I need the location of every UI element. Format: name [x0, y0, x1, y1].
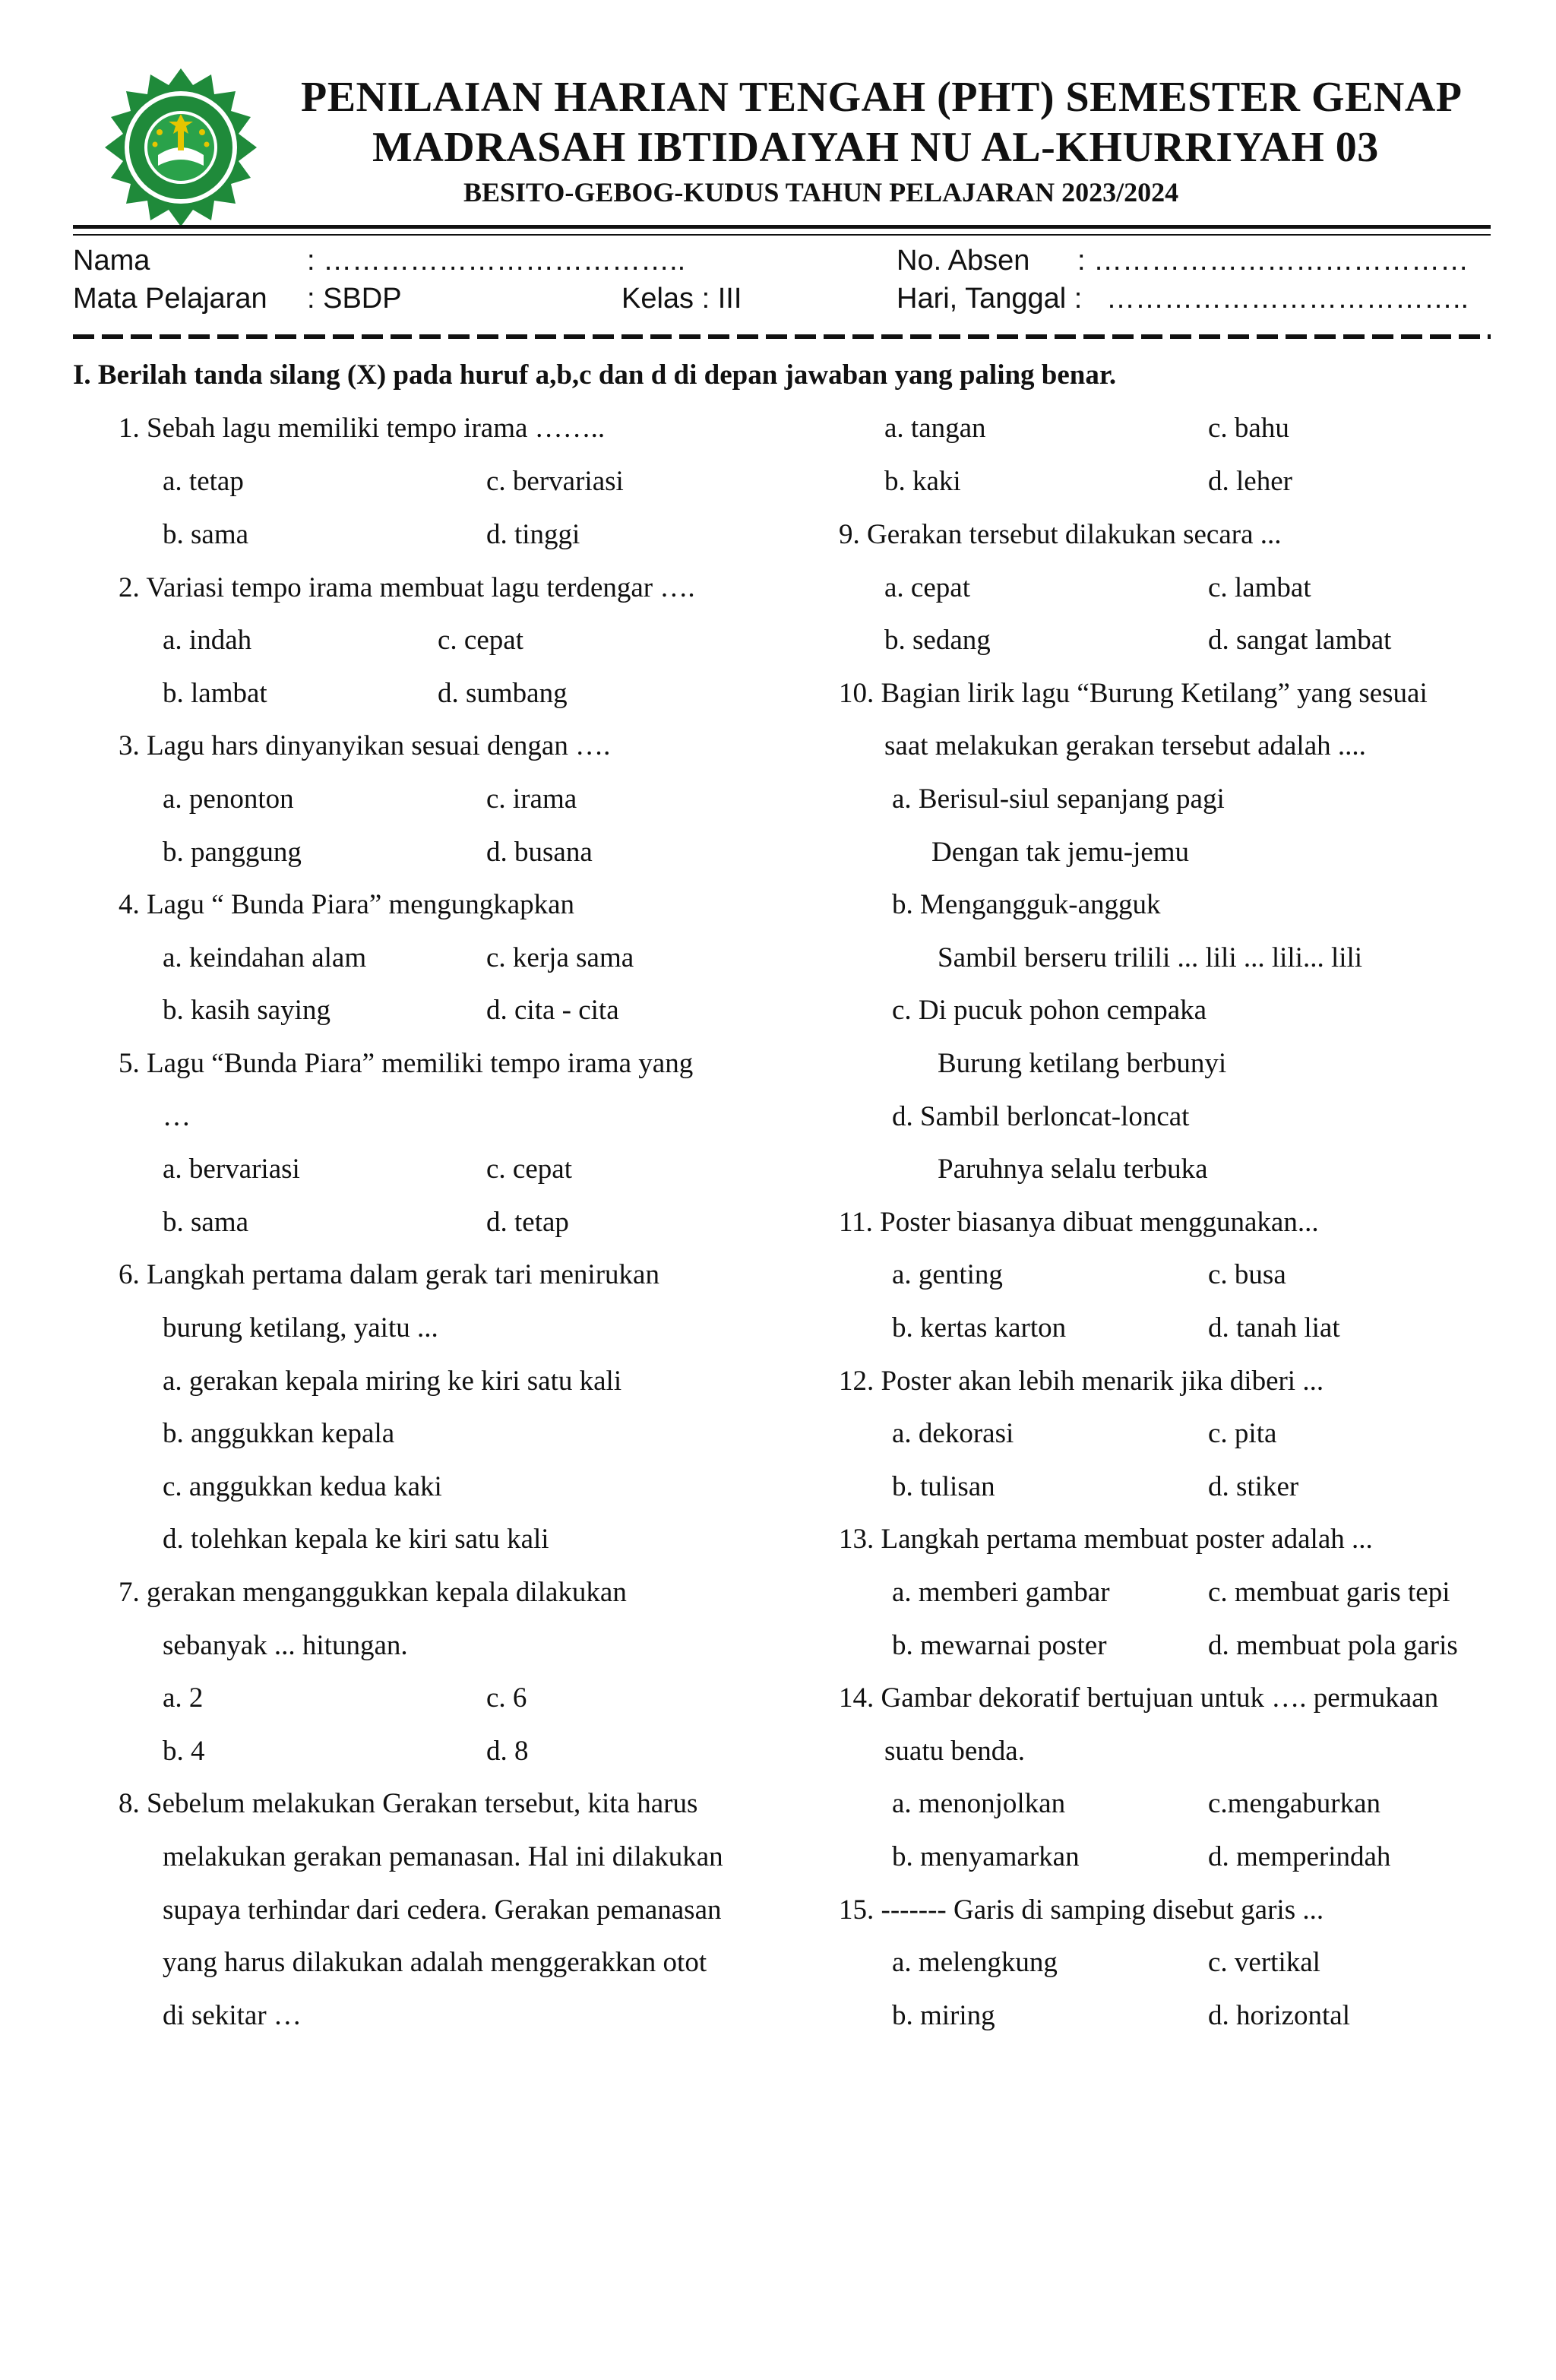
q7-option-c[interactable]: c. 6	[486, 1682, 527, 1714]
q15-option-d[interactable]: d. horizontal	[1208, 2000, 1351, 2031]
hari-label: Hari, Tanggal :	[897, 283, 1083, 315]
question-11: 11. Poster biasanya dibuat menggunakan...	[839, 1207, 1319, 1238]
question-14: 14. Gambar dekoratif bertujuan untuk …. permukaan	[839, 1682, 1439, 1714]
question-6-cont: burung ketilang, yaitu ...	[163, 1312, 438, 1343]
q9-option-a[interactable]: a. cepat	[884, 572, 970, 603]
question-8-line2: melakukan gerakan pemanasan. Hal ini dilakukan	[163, 1841, 723, 1872]
question-2: 2. Variasi tempo irama membuat lagu terdengar ….	[119, 572, 695, 603]
q11-option-c[interactable]: c. busa	[1208, 1259, 1286, 1290]
q8-option-b[interactable]: b. kaki	[884, 466, 961, 497]
dashed-separator	[73, 334, 1491, 339]
mapel-label: Mata Pelajaran	[73, 283, 267, 315]
nama-field[interactable]: : ………………………………..	[307, 245, 686, 277]
title-line2: MADRASAH IBTIDAIYAH NU AL-KHURRIYAH 03	[372, 124, 1379, 171]
q10-option-c[interactable]: c. Di pucuk pohon cempaka	[892, 995, 1207, 1026]
q4-option-c[interactable]: c. kerja sama	[486, 942, 634, 973]
q4-option-a[interactable]: a. keindahan alam	[163, 942, 367, 973]
title-line1: PENILAIAN HARIAN TENGAH (PHT) SEMESTER GENAP	[301, 74, 1463, 121]
question-10: 10. Bagian lirik lagu “Burung Ketilang” yang sesuai	[839, 678, 1428, 709]
question-15: 15. ------- Garis di samping disebut garis ...	[839, 1894, 1324, 1926]
q6-option-c[interactable]: c. anggukkan kedua kaki	[163, 1471, 442, 1502]
q10-option-b-line2: Sambil berseru trilili ... lili ... lili... lili	[938, 942, 1363, 973]
q10-option-a-line2: Dengan tak jemu-jemu	[931, 837, 1190, 868]
question-8-line5: di sekitar …	[163, 2000, 302, 2031]
q2-option-c[interactable]: c. cepat	[438, 625, 523, 656]
q9-option-b[interactable]: b. sedang	[884, 625, 991, 656]
q9-option-c[interactable]: c. lambat	[1208, 572, 1311, 603]
q2-option-d[interactable]: d. sumbang	[438, 678, 568, 709]
question-7-cont: sebanyak ... hitungan.	[163, 1630, 408, 1661]
q12-option-d[interactable]: d. stiker	[1208, 1471, 1299, 1502]
q5-option-d[interactable]: d. tetap	[486, 1207, 569, 1238]
q4-option-b[interactable]: b. kasih saying	[163, 995, 330, 1026]
q14-option-a[interactable]: a. menonjolkan	[892, 1788, 1066, 1819]
q7-option-a[interactable]: a. 2	[163, 1682, 204, 1714]
question-1: 1. Sebah lagu memiliki tempo irama ……..	[119, 413, 606, 444]
q8-option-a[interactable]: a. tangan	[884, 413, 986, 444]
question-9: 9. Gerakan tersebut dilakukan secara ...	[839, 519, 1282, 550]
q1-option-b[interactable]: b. sama	[163, 519, 249, 550]
header-rule-thick	[73, 225, 1491, 229]
q10-option-c-line2: Burung ketilang berbunyi	[938, 1048, 1227, 1079]
nama-label: Nama	[73, 245, 150, 277]
q11-option-b[interactable]: b. kertas karton	[892, 1312, 1067, 1343]
q12-option-a[interactable]: a. dekorasi	[892, 1418, 1014, 1449]
title-line3: BESITO-GEBOG-KUDUS TAHUN PELAJARAN 2023/2024	[463, 177, 1179, 207]
question-8: 8. Sebelum melakukan Gerakan tersebut, kita harus	[119, 1788, 698, 1819]
q5-option-b[interactable]: b. sama	[163, 1207, 249, 1238]
question-12: 12. Poster akan lebih menarik jika diberi ...	[839, 1366, 1324, 1397]
question-10-cont: saat melakukan gerakan tersebut adalah ....	[884, 730, 1366, 761]
question-4: 4. Lagu “ Bunda Piara” mengungkapkan	[119, 889, 575, 920]
q6-option-a[interactable]: a. gerakan kepala miring ke kiri satu kali	[163, 1366, 622, 1397]
q7-option-d[interactable]: d. 8	[486, 1736, 529, 1767]
q7-option-b[interactable]: b. 4	[163, 1736, 205, 1767]
header-rule-thin	[73, 234, 1491, 236]
q13-option-b[interactable]: b. mewarnai poster	[892, 1630, 1107, 1661]
q10-option-b[interactable]: b. Mengangguk-angguk	[892, 889, 1161, 920]
q15-option-a[interactable]: a. melengkung	[892, 1947, 1058, 1978]
q11-option-d[interactable]: d. tanah liat	[1208, 1312, 1340, 1343]
question-6: 6. Langkah pertama dalam gerak tari menirukan	[119, 1259, 659, 1290]
q10-option-d[interactable]: d. Sambil berloncat-loncat	[892, 1101, 1190, 1132]
question-5-cont: …	[163, 1101, 191, 1132]
q1-option-d[interactable]: d. tinggi	[486, 519, 580, 550]
q2-option-b[interactable]: b. lambat	[163, 678, 267, 709]
question-13: 13. Langkah pertama membuat poster adalah ...	[839, 1524, 1373, 1555]
q10-option-a[interactable]: a. Berisul-siul sepanjang pagi	[892, 783, 1225, 815]
q6-option-b[interactable]: b. anggukkan kepala	[163, 1418, 395, 1449]
question-8-line3: supaya terhindar dari cedera. Gerakan pemanasan	[163, 1894, 722, 1926]
q15-option-b[interactable]: b. miring	[892, 2000, 995, 2031]
absen-field[interactable]: : …………………………………	[1077, 245, 1469, 277]
hari-field[interactable]: ………………………………..	[1106, 283, 1469, 315]
q3-option-a[interactable]: a. penonton	[163, 783, 294, 815]
q3-option-c[interactable]: c. irama	[486, 783, 577, 815]
mapel-value: : SBDP	[307, 283, 402, 315]
q2-option-a[interactable]: a. indah	[163, 625, 252, 656]
question-14-cont: suatu benda.	[884, 1736, 1025, 1767]
instruction: I. Berilah tanda silang (X) pada huruf a,b,c dan d di depan jawaban yang paling benar.	[73, 359, 1117, 391]
q8-option-c[interactable]: c. bahu	[1208, 413, 1289, 444]
q4-option-d[interactable]: d. cita - cita	[486, 995, 619, 1026]
q13-option-c[interactable]: c. membuat garis tepi	[1208, 1577, 1450, 1608]
q12-option-b[interactable]: b. tulisan	[892, 1471, 995, 1502]
absen-label: No. Absen	[897, 245, 1030, 277]
q1-option-a[interactable]: a. tetap	[163, 466, 244, 497]
q3-option-b[interactable]: b. panggung	[163, 837, 302, 868]
q15-option-c[interactable]: c. vertikal	[1208, 1947, 1320, 1978]
q12-option-c[interactable]: c. pita	[1208, 1418, 1277, 1449]
q14-option-c[interactable]: c.mengaburkan	[1208, 1788, 1381, 1819]
kelas-value: Kelas : III	[621, 283, 742, 315]
q14-option-b[interactable]: b. menyamarkan	[892, 1841, 1080, 1872]
q3-option-d[interactable]: d. busana	[486, 837, 593, 868]
school-logo	[100, 67, 261, 228]
q5-option-c[interactable]: c. cepat	[486, 1154, 572, 1185]
question-3: 3. Lagu hars dinyanyikan sesuai dengan ….	[119, 730, 611, 761]
q1-option-c[interactable]: c. bervariasi	[486, 466, 624, 497]
q9-option-d[interactable]: d. sangat lambat	[1208, 625, 1392, 656]
q10-option-d-line2: Paruhnya selalu terbuka	[938, 1154, 1208, 1185]
question-5: 5. Lagu “Bunda Piara” memiliki tempo irama yang	[119, 1048, 694, 1079]
q5-option-a[interactable]: a. bervariasi	[163, 1154, 300, 1185]
q11-option-a[interactable]: a. genting	[892, 1259, 1003, 1290]
q13-option-d[interactable]: d. membuat pola garis	[1208, 1630, 1458, 1661]
q13-option-a[interactable]: a. memberi gambar	[892, 1577, 1110, 1608]
q8-option-d[interactable]: d. leher	[1208, 466, 1292, 497]
question-8-line4: yang harus dilakukan adalah menggerakkan otot	[163, 1947, 707, 1978]
q6-option-d[interactable]: d. tolehkan kepala ke kiri satu kali	[163, 1524, 549, 1555]
q14-option-d[interactable]: d. memperindah	[1208, 1841, 1391, 1872]
question-7: 7. gerakan menganggukkan kepala dilakukan	[119, 1577, 627, 1608]
